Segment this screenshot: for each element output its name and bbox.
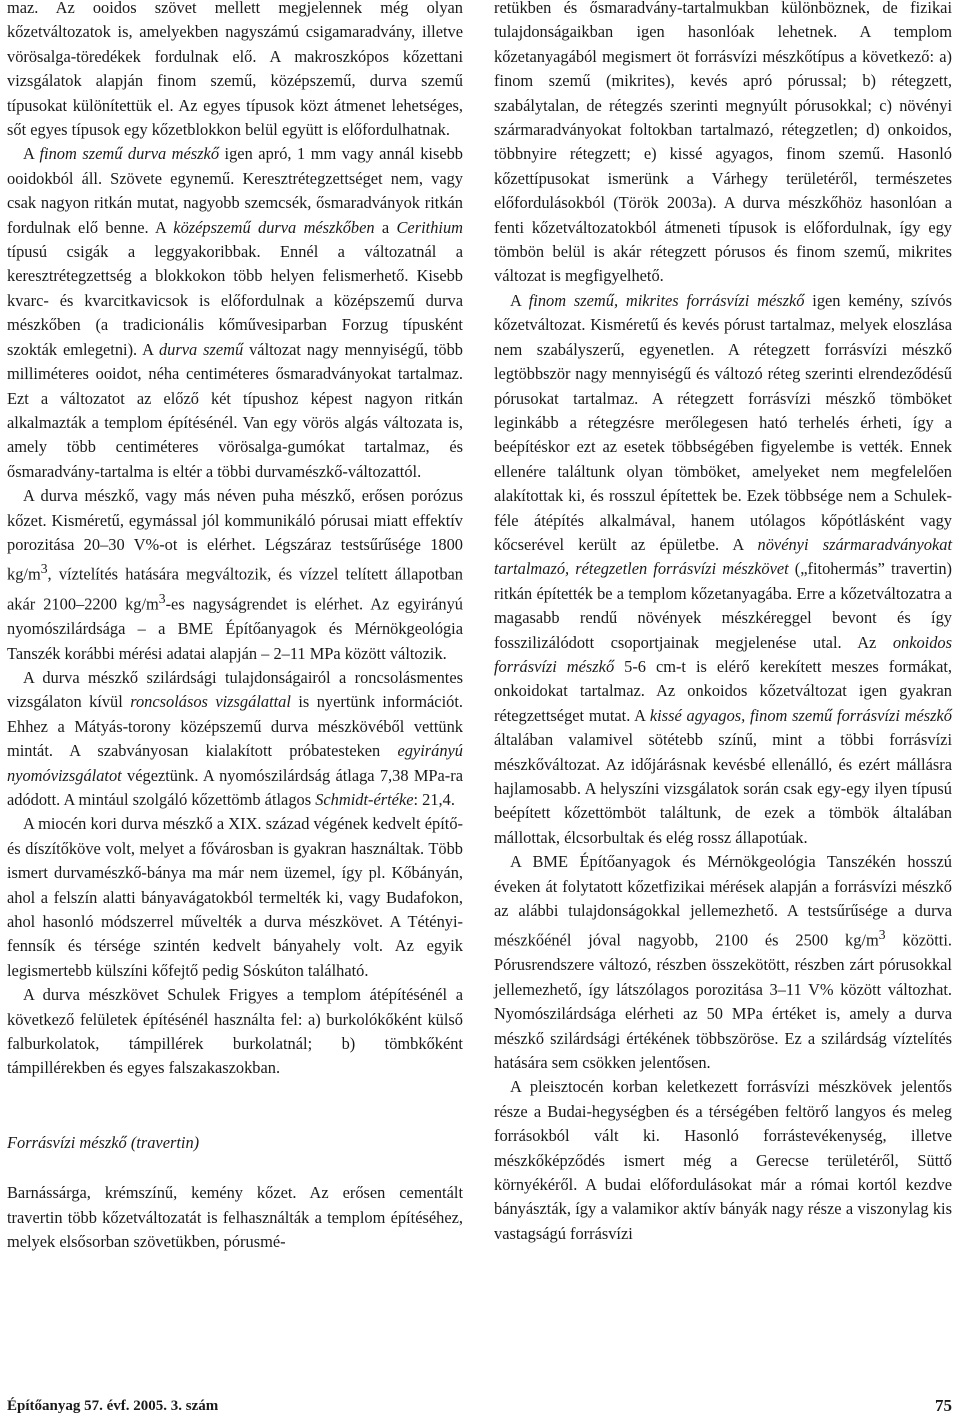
journal-citation: Építőanyag 57. évf. 2005. 3. szám xyxy=(7,1398,219,1414)
paragraph xyxy=(494,0,952,289)
section-heading: Forrásvízi mészkő (travertin) xyxy=(7,1132,200,1152)
right-column xyxy=(494,0,952,1246)
italic-term: roncsolásos vizsgálattal xyxy=(130,692,291,712)
superscript: 3 xyxy=(40,561,48,577)
text-run: igen apró, 1 mm vagy annál kisebb ooidokból áll. Szövete egynemű. Keresztrétegzettséget nem, vagy csak nagyon ritkán mutat, nagyobb szemcsék, ősmaradványok ritkán fordulnak elő benne. A xyxy=(7,144,464,237)
text-run: A durva mészkő, vagy más néven puha mészkő, erősen porózus kőzet. Kisméretű, egymással jól kommunikáló pórusai miatt effektív porozitása 20–30 V%-ot is elérhet. Légszáraz testsűrűsége 1800 kg/m xyxy=(7,486,463,584)
superscript: 3 xyxy=(878,927,886,943)
italic-term: finom szemű, mikrites forrásvízi mészkő xyxy=(528,290,805,310)
italic-term: Schmidt-értéke xyxy=(315,789,414,809)
text-run: változat nagy mennyiségű, több milliméteres ooidot, néha centiméteres ősmaradványokat tartalmaz. Ezt a változatot az előző két típushoz képest nagyon ritkán alkalmazták a templom építésénél. Van egy vörös algás változata is, amely több centiméteres vörösalga-gumókat tartalmaz, és ősmaradvány-tartalma is eltér a többi durvamészkő-változattól. xyxy=(7,339,463,481)
text-run: közötti. Pórusrendszere változó, részben összekötött, részben zárt pórusokkal jellemezhető, így látszólagos porozitása 3–11 V% között változhat. Nyomószilárdsága elérheti az 50 MPa értéket is, amely a durva mészkő szilárdsági értékének többszöröse. Ez a szilárdság víztelítés hatására sem csökken jelentősen. xyxy=(494,930,953,1072)
text-run: A pleisztocén korban keletkezett forrásvízi mészkövek jelentős része a Budai-hegységben és a térségében feltörő langyos és meleg forrásokból vált ki. Hasonló forrástevékenység, illetve mészkőképződés ismert még a Gerecse területéről, Süttő környékéről. A budai előfordulásokat már a római kortól kezdve bányászták, így a valamikor aktív bányák nagy része a viszonylag kis vastagságú forrásvízi xyxy=(494,1077,952,1243)
paragraph xyxy=(494,1075,952,1246)
text-run: , víztelítés hatására megváltozik, és vízzel telített állapotban akár 2100–2200 kg/m xyxy=(7,564,463,614)
italic-term: Cerithium xyxy=(396,217,463,237)
paragraph xyxy=(7,0,463,142)
paragraph xyxy=(7,1181,463,1254)
italic-term: növényi szármaradványokat tartalmazó, rétegzetlen forrásvízi mészkövet xyxy=(494,534,952,579)
paragraph xyxy=(7,983,463,1081)
paragraph-text: maz. Az ooidos szövet mellett megjelennek még olyan kőzetváltozatok is, amelyekben nagyszámú csigamaradvány, illetve vörösalga-töredékek fordulnak elő. A makroszkópos kőzettani vizsgálatok alapján finom szemű, középszemű, durva szemű típusokat különítettük el. Az egyes típusok közt átmenet lehetséges, sőt egyes típusok egy kőzetblokkon belül együtt is előfordulhatnak. xyxy=(7,0,463,140)
text-run: A durva mészkövet Schulek Frigyes a templom átépítésénél a következő felületek építésénél használta fel: a) burkolókőként külső falburkolatok, támpillérek burkolatnál; b) tömbkőként támpillérekben és egyes falszakaszokban. xyxy=(7,985,463,1078)
text-run: -es nagyságrendet is elérhet. Az egyirányú nyomószilárdsága – a BME Építőanyagok és Mérnökgeológia Tanszék korábbi mérési adatai alapján – 2–11 MPa között változik. xyxy=(7,594,463,663)
text-run: („fitohermás” travertin) ritkán építették be a templom kőzetanyagába. Erre a kőzetváltozatra a magasabb rendű növények mészkéreggel bevont és így fosszilizálódott csoportjainak megjelenése utal. Az xyxy=(494,559,952,652)
paragraph xyxy=(494,289,952,850)
text-run: végeztünk. A nyomószilárdság átlaga 7,38 MPa-ra adódott. A mintául szolgáló kőzettömb átlagos xyxy=(7,765,463,809)
text-run: is nyertünk információt. Ehhez a Mátyás-torony középszemű durva mészkövéből vettünk mintát. A szabványosan kialakított próbatesteken xyxy=(7,692,463,761)
text-run: igen kemény, szívós kőzetváltozat. Kisméretű és kevés pórust tartalmaz, melyek eloszlása nem szabályszerű, egyenetlen. A rétegzett forrásvízi mészkő legtöbbször nagy mennyiségű és változó réteg szerinti elrendeződésű pórusokat tartalmaz. A rétegzett forrásvízi mészkő tömböket leginkább a rétegzésre merőlegesen ható terhelés érheti, így a beépítéskor ezt az esetek többségében figyelembe is vették. Ennek ellenére találtunk olyan tömböket, amelyeket nem megfelelően alakítottak ki, és rosszul építettek be. Ezek többsége nem a Schulek-féle átépítés alkalmával, hanem utólagos kőpótlásként vagy kőcserével került az épületbe. A xyxy=(494,290,953,554)
text-run: A xyxy=(23,144,40,164)
text-run: : 21,4. xyxy=(413,789,455,809)
superscript: 3 xyxy=(158,591,166,607)
page-number: 75 xyxy=(935,1396,952,1415)
text-run: A miocén kori durva mészkő a XIX. század végének kedvelt építő- és díszítőköve volt, melyet a fővárosban is gyakran használtak. Több ismert durvamészkő-bánya ma már nem üzemel, így pl. Kőbányán, ahol a felszín alatti bányavágatokból termelték ki, vagy Budafokon, ahol hasonló módszerrel művelték a durva mészkövet. A Tétényi-fennsík és térsége szintén kedvelt bányahely volt. Az egyik legismertebb külszíni kőfejtő pedig Sóskúton található. xyxy=(7,814,463,980)
paragraph xyxy=(7,484,463,666)
italic-term: kissé agyagos, finom szemű forrásvízi mészkő xyxy=(649,705,952,725)
paragraph xyxy=(7,666,463,812)
italic-term: onkoidos forrásvízi mészkő xyxy=(494,632,952,676)
text-run: típusú csigák a leggyakoribbak. Ennél a változatnál a keresztrétegzettség a blokkokon több helyen felismerhető. Kisebb kvarc- és kvarcitkavicsok is előfordulnak a középszemű durva mészkőben (a tradicionális kőművesiparban Forzug típusként szokták emlegetni). A xyxy=(7,242,463,359)
text-run: A xyxy=(510,290,529,310)
italic-term: középszemű durva mészkőben xyxy=(173,217,375,237)
page-footer xyxy=(7,1398,952,1418)
paragraph xyxy=(7,142,463,484)
italic-term: egyirányú nyomóvizsgálatot xyxy=(7,741,463,785)
text-run: a xyxy=(374,217,397,237)
paragraph xyxy=(7,812,463,983)
text-run: retükben és ősmaradvány-tartalmukban különböznek, de fizikai tulajdonságaikban igen hasonlóak lehetnek. A templom kőzetanyagából megismert öt forrásvízi mészkőtípus a következő: a) finom szemű (mikrites), kevés apró pórussal; b) rétegzett, szabálytalan, de rétegzés szerinti megnyúlt pórusokkal; c) növényi szármaradványokat foltokban tartalmazó, rétegzetlen; d) onkoidos, többnyire rétegzett; e) kissé agyagos, finom szemű. Hasonló kőzettípusokat ismerünk a Várhegy területéről, természetes előfordulásokból (Török 2003a). A durva mészkőhöz hasonlóan a fenti kőzetváltozatokból átmeneti típusok is előfordulnak, így egy tömbön belül is akár rétegzett pórusos és finom szemű, mikrites változat is megfigyelhető. xyxy=(494,0,952,286)
italic-term: finom szemű durva mészkő xyxy=(39,144,220,164)
text-run: általában valamivel sötétebb színű, mint a többi forrásvízi mészkőváltozat. Az időjárásnak kevésbé ellenálló, és ezért mállásra hajlamosabb. A helyszíni vizsgálatok során csak egy-egy ilyen típusú beépített kőzettömböt találtunk, de ezek a tömbök általában mállottak, élcsorbultak és elég rossz állapotúak. xyxy=(494,730,952,847)
text-run: A durva mészkő szilárdsági tulajdonságairól a roncsolásmentes vizsgálaton kívül xyxy=(7,667,463,712)
text-run: Barnássárga, krémszínű, kemény kőzet. Az erősen cementált travertin több kőzetváltozatát is felhasználták a templom építéséhez, melyek elsősorban szövetükben, pórusmé- xyxy=(7,1183,463,1252)
left-column xyxy=(7,0,463,1254)
text-run: A BME Építőanyagok és Mérnökgeológia Tanszékén hosszú éveken át folytatott kőzetfizikai mérések alapján a forrásvízi mészkő az alábbi tulajdonságokkal jellemezhető. A testsűrűsége a durva mészkőénél jóval nagyobb, 2100 és 2500 kg/m xyxy=(494,852,952,950)
paragraph xyxy=(494,850,952,1075)
text-run: 5-6 cm-t is elérő kerekített meszes formákat, onkoidokat tartalmaz. Az onkoidos kőzetváltozat igen gyakran rétegzettséget mutat. A xyxy=(494,656,952,725)
italic-term: durva szemű xyxy=(158,339,244,359)
